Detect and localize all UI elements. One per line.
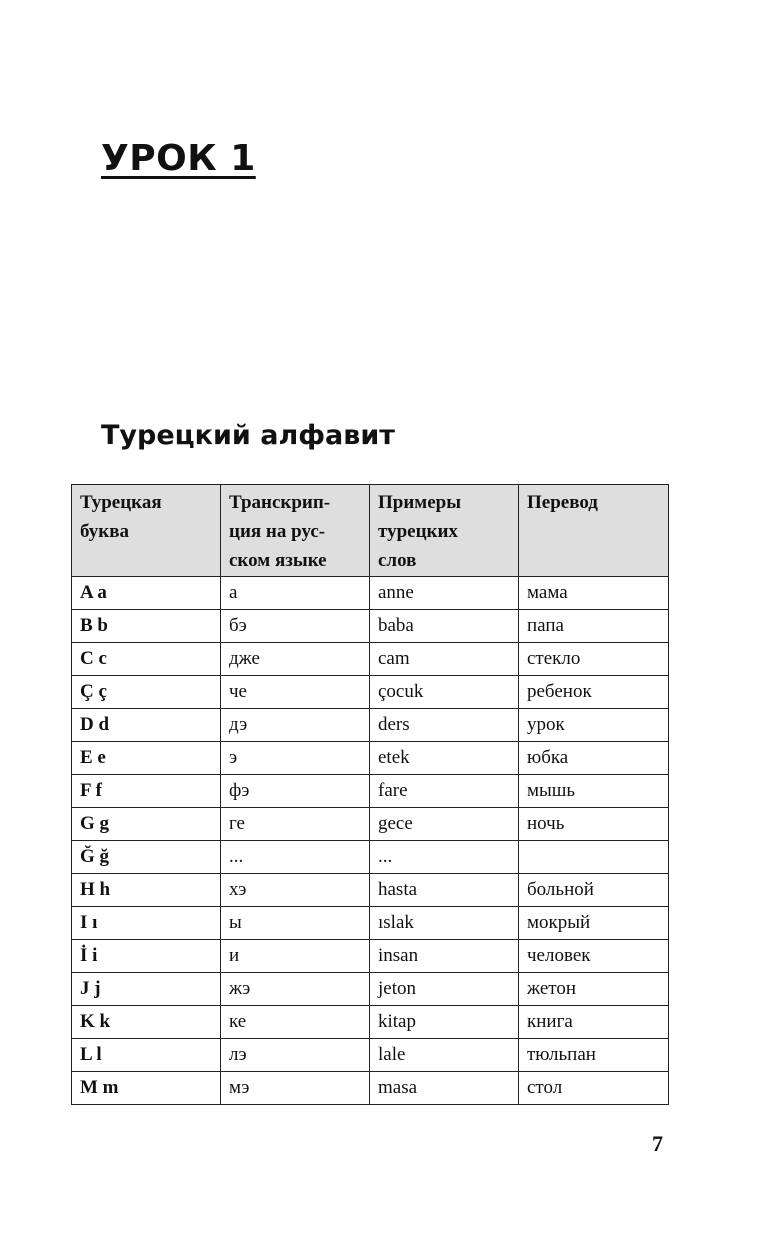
- translation-cell: ребенок: [519, 676, 669, 709]
- example-word-cell: lale: [370, 1039, 519, 1072]
- table-row: [72, 643, 669, 676]
- example-word-cell: anne: [370, 577, 519, 610]
- transcription-cell: бэ: [221, 610, 370, 643]
- example-word-cell: baba: [370, 610, 519, 643]
- transcription-cell: мэ: [221, 1072, 370, 1105]
- translation-cell: тюльпан: [519, 1039, 669, 1072]
- section-heading: Турецкий алфавит: [101, 420, 395, 451]
- example-word-cell: ıslak: [370, 907, 519, 940]
- header-line: Перевод: [527, 492, 598, 513]
- table-row: [72, 874, 669, 907]
- transcription-cell: дже: [221, 643, 370, 676]
- letter-cell: L l: [72, 1039, 221, 1072]
- translation-cell: юбка: [519, 742, 669, 775]
- letter-cell: D d: [72, 709, 221, 742]
- example-word-cell: hasta: [370, 874, 519, 907]
- example-word-cell: ...: [370, 841, 519, 874]
- transcription-cell: ке: [221, 1006, 370, 1039]
- transcription-cell: че: [221, 676, 370, 709]
- header-translation: [519, 485, 669, 577]
- header-examples: [370, 485, 519, 577]
- transcription-cell: а: [221, 577, 370, 610]
- translation-cell: стол: [519, 1072, 669, 1105]
- header-transcription: [221, 485, 370, 577]
- lesson-title: УРОК 1: [101, 138, 256, 179]
- header-line: турецких: [378, 521, 458, 542]
- table-row: [72, 742, 669, 775]
- table-row: [72, 1072, 669, 1105]
- page-number: 7: [652, 1131, 663, 1156]
- table-row: [72, 610, 669, 643]
- transcription-cell: дэ: [221, 709, 370, 742]
- header-line: слов: [378, 550, 417, 571]
- translation-cell: стекло: [519, 643, 669, 676]
- header-line: Транскрип-: [229, 492, 331, 513]
- translation-cell: ночь: [519, 808, 669, 841]
- translation-cell: папа: [519, 610, 669, 643]
- table-row: [72, 841, 669, 874]
- header-line: ция на рус-: [229, 521, 326, 542]
- table-header-row: [72, 485, 669, 577]
- translation-cell: урок: [519, 709, 669, 742]
- transcription-cell: ...: [221, 841, 370, 874]
- letter-cell: H h: [72, 874, 221, 907]
- transcription-cell: э: [221, 742, 370, 775]
- translation-cell: книга: [519, 1006, 669, 1039]
- table-row: [72, 808, 669, 841]
- example-word-cell: fare: [370, 775, 519, 808]
- letter-cell: A a: [72, 577, 221, 610]
- table-row: [72, 775, 669, 808]
- transcription-cell: ы: [221, 907, 370, 940]
- alphabet-table: [71, 484, 669, 1105]
- example-word-cell: ders: [370, 709, 519, 742]
- letter-cell: Ç ç: [72, 676, 221, 709]
- letter-cell: G g: [72, 808, 221, 841]
- table-row: [72, 907, 669, 940]
- header-line: Примеры: [378, 492, 462, 513]
- letter-cell: İ i: [72, 940, 221, 973]
- letter-cell: K k: [72, 1006, 221, 1039]
- transcription-cell: жэ: [221, 973, 370, 1006]
- transcription-cell: и: [221, 940, 370, 973]
- letter-cell: F f: [72, 775, 221, 808]
- letter-cell: J j: [72, 973, 221, 1006]
- translation-cell: больной: [519, 874, 669, 907]
- table-row: [72, 1006, 669, 1039]
- letter-cell: I ı: [72, 907, 221, 940]
- letter-cell: M m: [72, 1072, 221, 1105]
- translation-cell: жетон: [519, 973, 669, 1006]
- header-line: буква: [80, 521, 129, 542]
- transcription-cell: ге: [221, 808, 370, 841]
- translation-cell: человек: [519, 940, 669, 973]
- header-line: Турецкая: [80, 492, 162, 513]
- letter-cell: B b: [72, 610, 221, 643]
- table-row: [72, 973, 669, 1006]
- table-row: [72, 1039, 669, 1072]
- example-word-cell: masa: [370, 1072, 519, 1105]
- header-line: ском языке: [229, 550, 327, 571]
- letter-cell: C c: [72, 643, 221, 676]
- transcription-cell: хэ: [221, 874, 370, 907]
- transcription-cell: лэ: [221, 1039, 370, 1072]
- letter-cell: E e: [72, 742, 221, 775]
- example-word-cell: jeton: [370, 973, 519, 1006]
- example-word-cell: çocuk: [370, 676, 519, 709]
- example-word-cell: cam: [370, 643, 519, 676]
- translation-cell: мама: [519, 577, 669, 610]
- transcription-cell: фэ: [221, 775, 370, 808]
- example-word-cell: kitap: [370, 1006, 519, 1039]
- letter-cell: Ğ ğ: [72, 841, 221, 874]
- translation-cell: мышь: [519, 775, 669, 808]
- example-word-cell: etek: [370, 742, 519, 775]
- table-row: [72, 709, 669, 742]
- header-turkish-letter: [72, 485, 221, 577]
- example-word-cell: insan: [370, 940, 519, 973]
- example-word-cell: gece: [370, 808, 519, 841]
- translation-cell: мокрый: [519, 907, 669, 940]
- alphabet-table-body: [72, 577, 669, 1105]
- translation-cell: [519, 841, 669, 874]
- table-row: [72, 676, 669, 709]
- table-row: [72, 577, 669, 610]
- table-row: [72, 940, 669, 973]
